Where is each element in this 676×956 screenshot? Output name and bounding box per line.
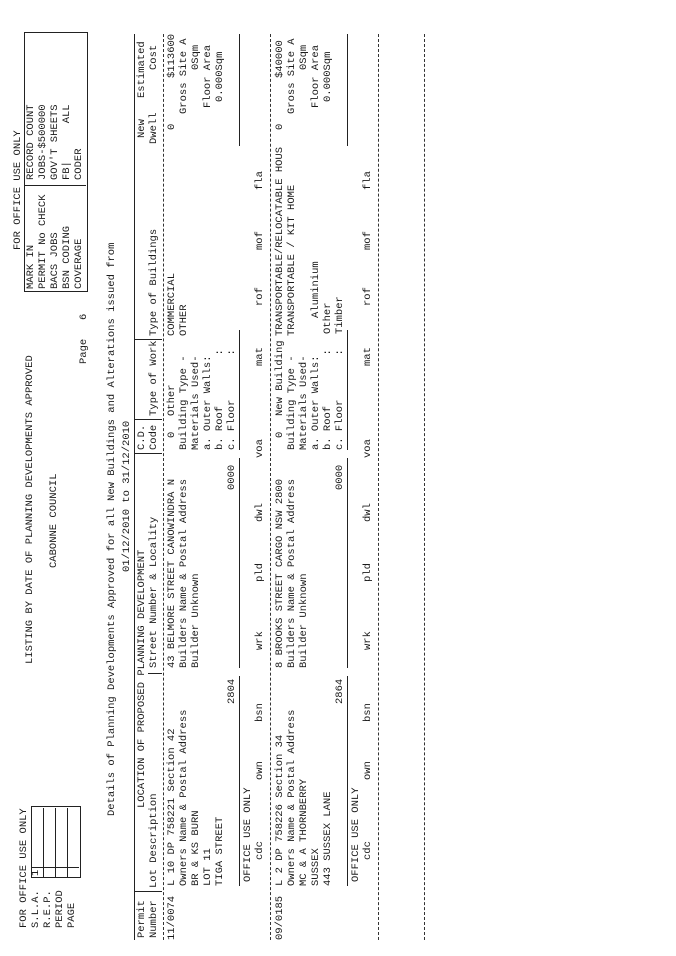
record-1-cost: $113600	[166, 33, 178, 78]
record-1-code-own: own	[254, 761, 266, 780]
right-office-value-fb-all: FB| ALL	[61, 104, 73, 180]
record-1-owner-line-1: BR & KS BURN	[190, 810, 202, 886]
record-1-permit: 11/0074	[166, 895, 178, 940]
record-1-floor-value: 0.000Sqm	[214, 51, 226, 102]
record-1-builder-label: Builders Name & Postal Address	[178, 478, 190, 668]
right-office-title: FOR OFFICE USE ONLY	[12, 130, 24, 250]
col-street-locality: Street Number & Locality	[148, 516, 160, 668]
right-office-value-jobs: JOBS-$500000	[37, 104, 49, 180]
right-office-label-permit-check: PERMIT No CHECK	[37, 194, 49, 289]
left-office-label-sla: S.L.A.	[30, 890, 42, 928]
record-2-owner-line-3: 443 SUSSEX LANE	[322, 791, 334, 886]
left-office-label-rep: R.E.P.	[42, 890, 54, 928]
record-1-work: Other	[166, 384, 178, 416]
record-2-builder-postcode: 0000	[334, 464, 346, 490]
record-1-builder-line-1: Builder Unknown	[190, 573, 202, 668]
record-2-floor-label: Floor Area	[310, 44, 322, 108]
record-1-builder-postcode: 0000	[226, 464, 238, 490]
record-2-owner-label: Owners Name & Postal Address	[286, 709, 298, 886]
record-1-code-mof: mof	[254, 231, 266, 250]
left-office-label-period: PERIOD	[54, 890, 66, 928]
record-1-lot: L 10 DP 758221 Section 42	[166, 728, 178, 886]
record-2-owner-line-2: SUSSEX	[310, 848, 322, 886]
col-estimated: Estimated	[136, 41, 148, 98]
record-1-code-voa: voa	[254, 439, 266, 458]
record-2-code-wrk: wrk	[362, 631, 374, 650]
record-1-code-mat: mat	[254, 347, 266, 366]
col-cd: C.D.	[136, 424, 148, 450]
record-1-postcode: 2804	[226, 678, 238, 704]
right-office-label-mark-in: MARK IN	[25, 244, 37, 289]
col-type-of-work: Type of Work	[148, 340, 160, 416]
record-1-spec-3: a. Outer Walls:	[202, 355, 214, 450]
col-type-of-buildings: Type of Buildings	[148, 228, 160, 336]
record-2-code-pld: pld	[362, 563, 374, 582]
col-new: New	[136, 119, 148, 138]
record-2-code-cdc: cdc	[362, 841, 374, 860]
record-1-site-value: 0Sqm	[190, 44, 202, 70]
record-2-work: New Building	[274, 340, 286, 416]
header-top-rule	[134, 34, 135, 940]
record-2-owner-line-1: MC & A THORNBERRY	[298, 778, 310, 886]
record-2-building: TRANSPORTABLE/RELOCATABLE HOUS	[274, 146, 286, 336]
record-1-floor-label: Floor Area	[202, 44, 214, 108]
record-1-code-fla: fla	[254, 171, 266, 190]
right-office-label-bacs-jobs: BACS JOBS	[49, 232, 61, 289]
record-2-dwell: 0	[274, 123, 286, 130]
record-1-owner-label: Owners Name & Postal Address	[178, 709, 190, 886]
report-title: LISTING BY DATE OF PLANNING DEVELOPMENTS APPROVED	[24, 355, 36, 664]
left-office-label-page: PAGE	[66, 902, 78, 928]
left-office-title: FOR OFFICE USE ONLY	[18, 808, 30, 928]
record-1-code-rof: rof	[254, 287, 266, 306]
record-1-code-bsn: bsn	[254, 703, 266, 722]
record-2-builder-line-1: Builder Unknown	[298, 573, 310, 668]
col-permit-2: Number	[148, 900, 160, 938]
record-1-code-pld: pld	[254, 563, 266, 582]
record-1-code-cdc: cdc	[254, 841, 266, 860]
page-bottom-rule	[424, 34, 425, 940]
record-2-roof-value: Other	[322, 302, 334, 334]
record-2-postcode: 2864	[334, 678, 346, 704]
page-label: Page	[78, 338, 90, 364]
record-1-spec-4: b. Roof :	[214, 349, 226, 450]
col-code: Code	[148, 424, 160, 450]
record-2-office-title: OFFICE USE ONLY	[350, 787, 362, 882]
date-range: 01/12/2010 to 31/12/2010	[121, 420, 133, 572]
record-2-cost: $40000	[274, 40, 286, 78]
record-1-owner-line-3: TIGA STREET	[214, 816, 226, 886]
record-2-code-rof: rof	[362, 287, 374, 306]
right-office-value-record-count: RECORD COUNT	[25, 104, 37, 180]
record-1-owner-line-2: LOT 11	[202, 848, 214, 886]
record-2-code: 0	[274, 431, 286, 438]
col-location: LOCATION OF PROPOSED PLANNING DEVELOPMENT	[136, 549, 148, 808]
col-lot-description: Lot Description	[148, 793, 160, 888]
council-name: CABONNE COUNCIL	[48, 473, 60, 568]
record-2-floor-value: Timber	[334, 296, 346, 334]
record-2-code-own: own	[362, 761, 374, 780]
col-dwell: Dwell	[148, 112, 160, 144]
record-1-spec-5: c. Floor :	[226, 349, 238, 450]
details-line: Details of Planning Developments Approved for all New Buildings and Alterations issued from	[106, 242, 118, 816]
right-office-value-coder: CODER	[73, 148, 85, 180]
right-office-label-coverage: COVERAGE	[73, 238, 85, 289]
record-1-code-wrk: wrk	[254, 631, 266, 650]
record-2-code-bsn: bsn	[362, 703, 374, 722]
col-cost: Cost	[148, 44, 160, 70]
record-2-building-type-value: TRANSPORTABLE / KIT HOME	[286, 184, 298, 336]
record-1-building: COMMERCIAL	[166, 272, 178, 336]
record-2-permit: 09/0185	[274, 895, 286, 940]
record-1-code: 0	[166, 431, 178, 438]
record-1-dwell: 0	[166, 123, 178, 130]
page-number: 6	[78, 313, 90, 320]
left-office-value-sla: 1	[30, 869, 42, 876]
record-2-spec-3: a. Outer Walls:	[310, 355, 322, 450]
record-2-code-mat: mat	[362, 347, 374, 366]
record-2-code-dwl: dwl	[362, 503, 374, 522]
record-1-spec-2: Materials Used-	[190, 355, 202, 450]
record-2-street: 8 BROOKS STREET CARGO NSW 2800	[274, 478, 286, 668]
col-permit-1: Permit	[136, 900, 148, 938]
right-office-value-govt-sheets: GOV'T SHEETS	[49, 104, 61, 180]
record-2-site-value: 0Sqm	[298, 44, 310, 70]
record-2-outer-walls-value: Aluminium	[310, 261, 322, 318]
record-1-street: 43 BELMORE STREET CANOWINDRA N	[166, 478, 178, 668]
record-1-office-title: OFFICE USE ONLY	[242, 787, 254, 882]
record-1-site-label: Gross Site A	[178, 38, 190, 114]
record-2-spec-5: c. Floor :	[334, 349, 346, 450]
header-bottom-rule	[163, 34, 164, 940]
record-1-spec-1: Building Type -	[178, 355, 190, 450]
record-2-builder-label: Builders Name & Postal Address	[286, 478, 298, 668]
record-2-site-label: Gross Site A	[286, 38, 298, 114]
record-2-spec-4: b. Roof :	[322, 349, 334, 450]
record-2-floor-area-value: 0.000Sqm	[322, 51, 334, 102]
record-2-code-voa: voa	[362, 439, 374, 458]
record-2-spec-2: Materials Used-	[298, 355, 310, 450]
record-2-lot: L 2 DP 758226 Section 34	[274, 734, 286, 886]
record-2-code-mof: mof	[362, 231, 374, 250]
record-2-code-fla: fla	[362, 171, 374, 190]
record-1-code-dwl: dwl	[254, 503, 266, 522]
right-office-label-bsn-coding: BSN CODING	[61, 225, 73, 289]
record-2-spec-1: Building Type -	[286, 355, 298, 450]
record-1-building-2: OTHER	[178, 304, 190, 336]
